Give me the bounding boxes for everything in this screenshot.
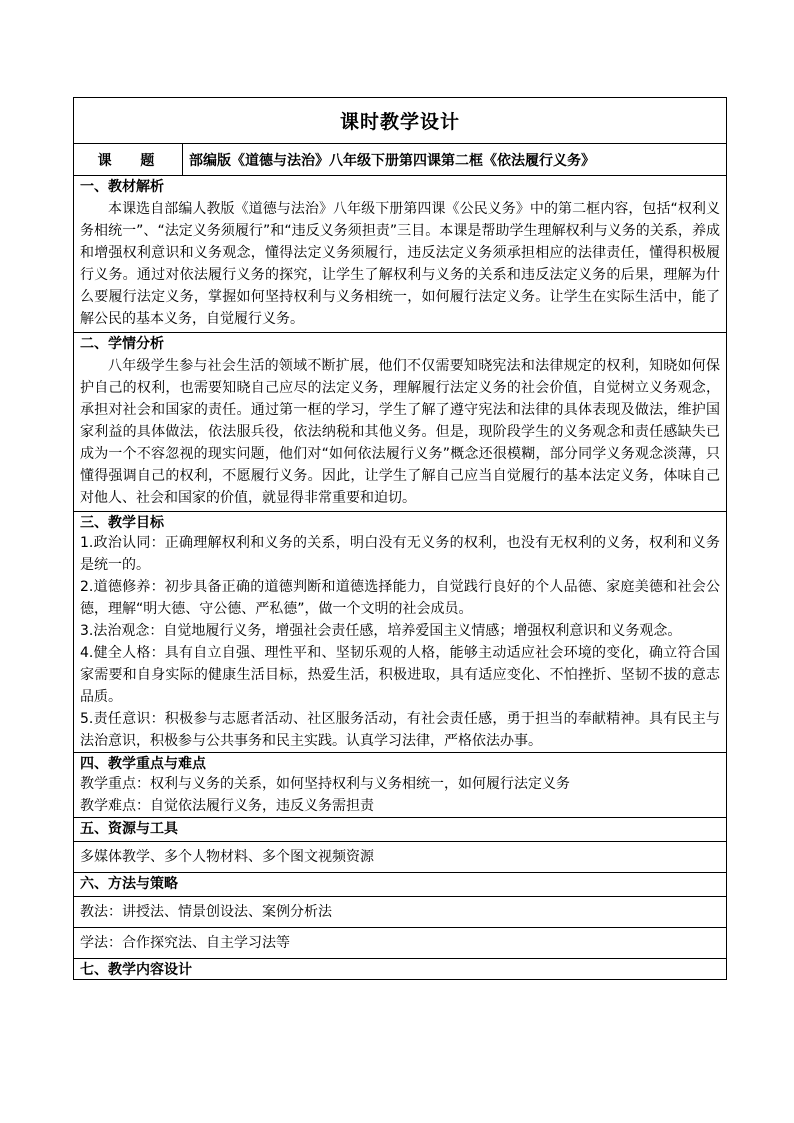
learning-method: 学法：合作探究法、自主学习法等 (74, 927, 726, 958)
topic-value: 部编版《道德与法治》八年级下册第四课第二框《依法履行义务》 (189, 152, 595, 169)
section-objectives (74, 511, 726, 752)
section-heading: 一、教材解析 (80, 179, 164, 195)
objective-item: 2.道德修养：初步具备正确的道德判断和道德选择能力，自觉践行良好的个人品德、家庭美德和社会公德，理解“明大德、守公德、严私德”，做一个文明的社会成员。 (80, 579, 720, 617)
section-heading: 三、教学目标 (80, 515, 164, 531)
section-learners (74, 332, 726, 511)
section-resources-head (74, 817, 726, 841)
section-heading: 六、方法与策略 (80, 876, 178, 892)
section-heading: 二、学情分析 (80, 336, 164, 352)
section-body: 本课选自部编人教版《道德与法治》八年级下册第四课《公民义务》中的第二框内容，包括“权利义务相统一”、“法定义务须履行”和“违反义务须担责”三目。本课是帮助学生理解权利与义务的关系，养成和增强权利意识和义务观念，懂得法定义务须履行，违反法定义务须承担相应的法律责任，懂得积极履行义务。通过对依法履行义务的探究，让学生了解权利与义务的关系和违反法定义务的后果，理解为什么要履行法定义务，掌握如何坚持权利与义务相统一，如何履行法定义务。让学生在实际生活中，能了解公民的基本义务，自觉履行义务。 (80, 201, 720, 327)
section-content-design (74, 958, 726, 979)
objective-item: 1.政治认同：正确理解权利和义务的关系，明白没有无义务的权利，也没有无权利的义务，权利和义务是统一的。 (80, 535, 720, 573)
teaching-method: 教法：讲授法、情景创设法、案例分析法 (74, 896, 726, 927)
topic-row (74, 143, 726, 175)
objective-item: 5.责任意识：积极参与志愿者活动、社区服务活动，有社会责任感，勇于担当的奉献精神。具有民主与法治意识，积极参与公共事务和民主实践。认真学习法律，严格依法办事。 (80, 711, 720, 749)
lesson-design-table (73, 97, 727, 980)
section-key-difficult (74, 752, 726, 817)
page-title: 课时教学设计 (339, 111, 460, 133)
section-methods-head (74, 872, 726, 896)
difficult-point: 教学难点：自觉依法履行义务，违反义务需担责 (80, 798, 374, 814)
section-heading: 七、教学内容设计 (80, 962, 192, 978)
title-row (74, 98, 726, 143)
key-point: 教学重点：权利与义务的关系，如何坚持权利与义务相统一，如何履行法定义务 (80, 776, 570, 792)
section-textbook (74, 175, 726, 332)
topic-label: 课 题 (74, 144, 183, 175)
section-heading: 四、教学重点与难点 (80, 756, 206, 772)
objective-item: 4.健全人格：具有自立自强、理性平和、坚韧乐观的人格，能够主动适应社会环境的变化，确立符合国家需要和自身实际的健康生活目标，热爱生活，积极进取，具有适应变化、不怕挫折、坚韧不拔的意志品质。 (80, 645, 720, 705)
objective-item: 3.法治观念：自觉地履行义务，增强社会责任感，培养爱国主义情感；增强权利意识和义务观念。 (80, 623, 682, 639)
section-heading: 五、资源与工具 (80, 821, 178, 837)
section-resources-body: 多媒体教学、多个人物材料、多个图文视频资源 (74, 841, 726, 872)
section-body: 八年级学生参与社会生活的领域不断扩展，他们不仅需要知晓宪法和法律规定的权利，知晓如何保护自己的权利，也需要知晓自己应尽的法定义务，理解履行法定义务的社会价值，自觉树立义务观念，承担对社会和国家的责任。通过第一框的学习，学生了解了遵守宪法和法律的具体表现及做法，维护国家利益的具体做法，依法服兵役，依法纳税和其他义务。但是，现阶段学生的义务观念和责任感缺失已成为一个不容忽视的现实问题，他们对“如何依法履行义务”概念还很模糊，部分同学义务观念淡薄，只懂得强调自己的权利，不愿履行义务。因此，让学生了解自己应当自觉履行的基本法定义务，体味自己对他人、社会和国家的价值，就显得非常重要和迫切。 (80, 358, 720, 506)
